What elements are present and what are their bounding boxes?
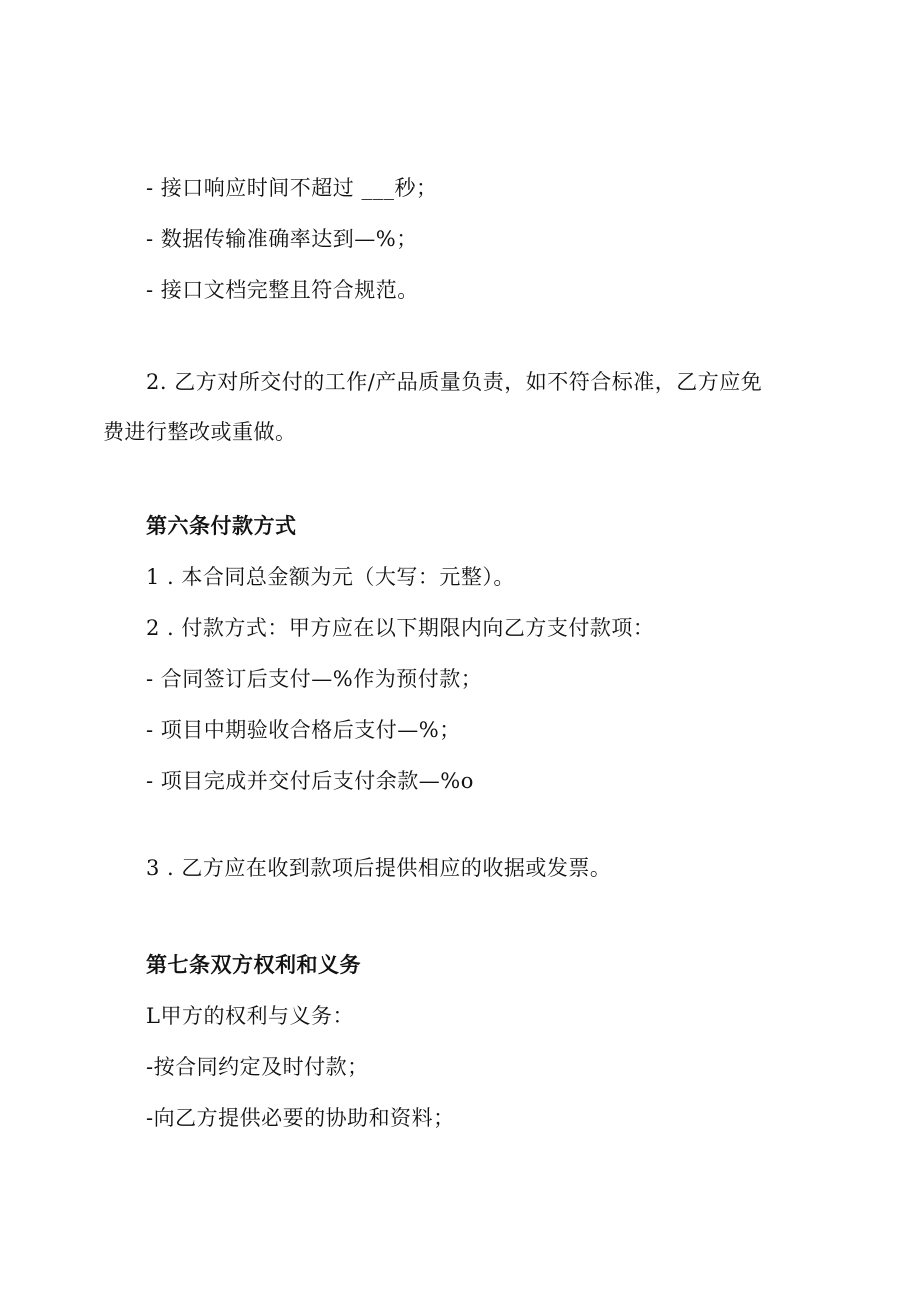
documentation-bullet: - 接口文档完整且符合规范。 <box>146 278 419 302</box>
timely-payment-bullet: -按合同约定及时付款； <box>146 1055 369 1079</box>
receipt-clause: 3 . 乙方应在收到款项后提供相应的收据或发票。 <box>146 856 612 880</box>
advance-payment-bullet: - 合同签订后支付—%作为预付款； <box>146 667 483 691</box>
assistance-bullet: -向乙方提供必要的协助和资料； <box>146 1106 455 1130</box>
final-payment-bullet: - 项目完成并交付后支付余款—%o <box>146 769 474 793</box>
payment-method-clause: 2 . 付款方式：甲方应在以下期限内向乙方支付款项： <box>146 616 655 640</box>
response-time-bullet: - 接口响应时间不超过 ___秒； <box>146 176 438 200</box>
quality-responsibility-clause: 2. 乙方对所交付的工作/产品质量负责，如不符合标准，乙方应免费进行整改或重做。 <box>103 370 763 444</box>
party-a-rights-clause: L甲方的权利与义务： <box>146 1004 354 1028</box>
section-7-heading: 第七条双方权利和义务 <box>146 952 361 977</box>
accuracy-bullet: - 数据传输准确率达到—%； <box>146 227 418 251</box>
section-6-heading: 第六条付款方式 <box>146 513 297 538</box>
total-amount-clause: 1 . 本合同总金额为元（大写：元整）。 <box>146 565 515 589</box>
midterm-payment-bullet: - 项目中期验收合格后支付—%； <box>146 718 461 742</box>
